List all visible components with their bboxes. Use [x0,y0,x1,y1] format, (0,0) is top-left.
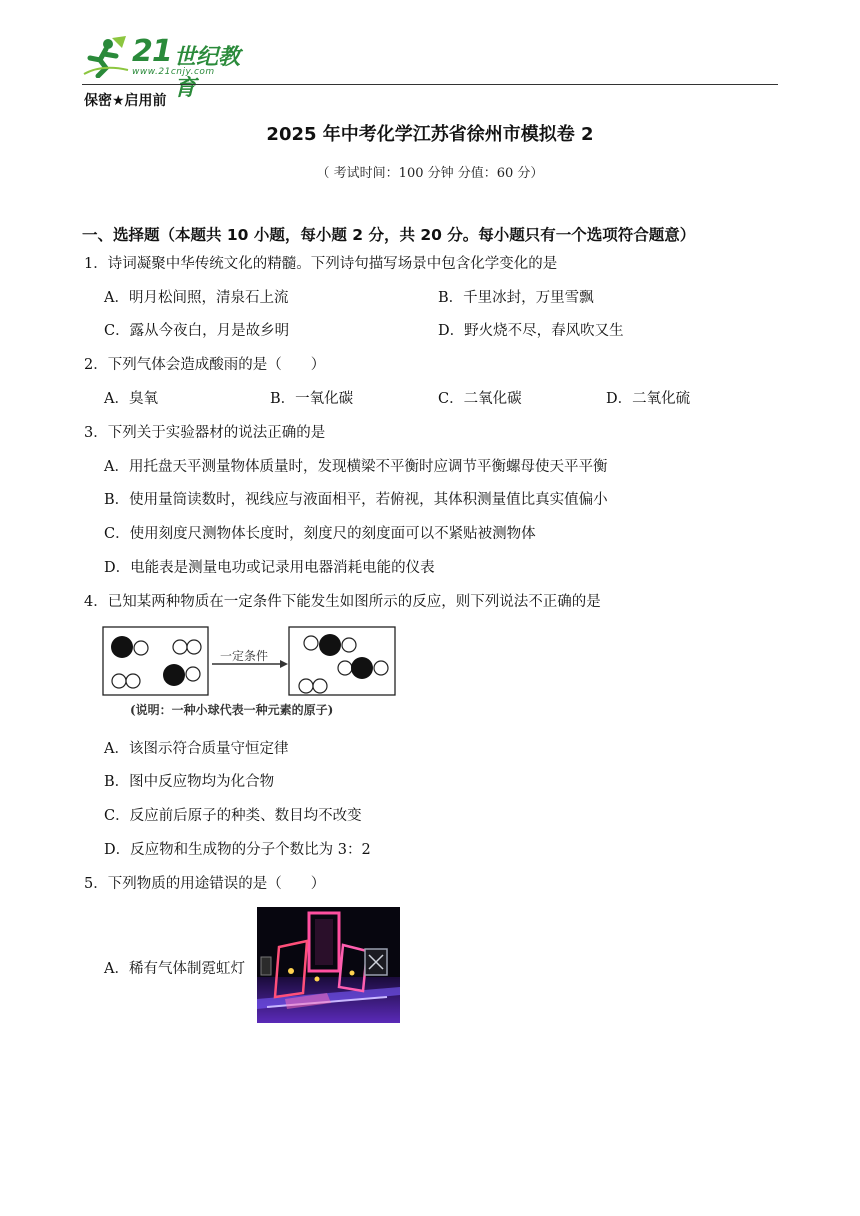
option-a: A．臭氧 [104,391,158,407]
header-divider [82,84,778,85]
runner-logo-icon [82,34,132,78]
question-stem: 1．诗词凝聚中华传统文化的精髓。下列诗句描写场景中包含化学变化的是 [84,256,558,272]
logo-text: 世纪教育 [174,45,241,101]
question-stem: 5．下列物质的用途错误的是（ ） [84,876,326,892]
section-heading: 一、选择题（本题共 10 小题，每小题 2 分，共 20 分。每小题只有一个选项符合题意） [82,226,696,244]
option-a: A．该图示符合质量守恒定律 [104,741,289,757]
reaction-diagram [100,623,400,723]
option-c: C．反应前后原子的种类、数目均不改变 [104,808,362,824]
option-a: A．用托盘天平测量物体质量时，发现横梁不平衡时应调节平衡螺母使天平平衡 [104,459,608,475]
option-a: A．明月松间照，清泉石上流 [104,290,289,306]
option-c: C．二氧化碳 [438,391,522,407]
option-d: D．电能表是测量电功或记录用电器消耗电能的仪表 [104,560,435,576]
option-c: C．露从今夜白，月是故乡明 [104,323,290,339]
question-stem: 4．已知某两种物质在一定条件下能发生如图所示的反应，则下列说法不正确的是 [84,594,601,610]
question-stem: 3．下列关于实验器材的说法正确的是 [84,425,326,441]
option-c: C．使用刻度尺测物体长度时，刻度尺的刻度面可以不紧贴被测物体 [104,526,536,542]
question-stem: 2．下列气体会造成酸雨的是（ ） [84,357,326,373]
option-a: A．稀有气体制霓虹灯 [104,961,245,977]
exam-subtitle: （ 考试时间：100 分钟 分值：60 分） [316,166,544,181]
logo-number: 21 [132,34,172,69]
option-d: D．二氧化硫 [606,391,691,407]
arrow-label: 一定条件 [220,649,269,663]
option-d: D．反应物和生成物的分子个数比为 3：2 [104,842,371,858]
exam-title: 2025 年中考化学江苏省徐州市模拟卷 2 [266,124,594,145]
neon-light-image [257,907,400,1023]
option-d: D．野火烧不尽，春风吹又生 [438,323,624,339]
logo-url: www.21cnjy.com [132,67,215,77]
option-b: B．千里冰封，万里雪飘 [438,290,594,306]
diagram-caption: (说明：一种小球代表一种元素的原子) [130,703,334,717]
option-b: B．使用量筒读数时，视线应与液面相平，若俯视，其体积测量值比真实值偏小 [104,492,608,508]
confidential-label: 保密★启用前 [84,93,167,109]
option-b: B．一氧化碳 [270,391,354,407]
option-b: B．图中反应物均为化合物 [104,774,275,790]
